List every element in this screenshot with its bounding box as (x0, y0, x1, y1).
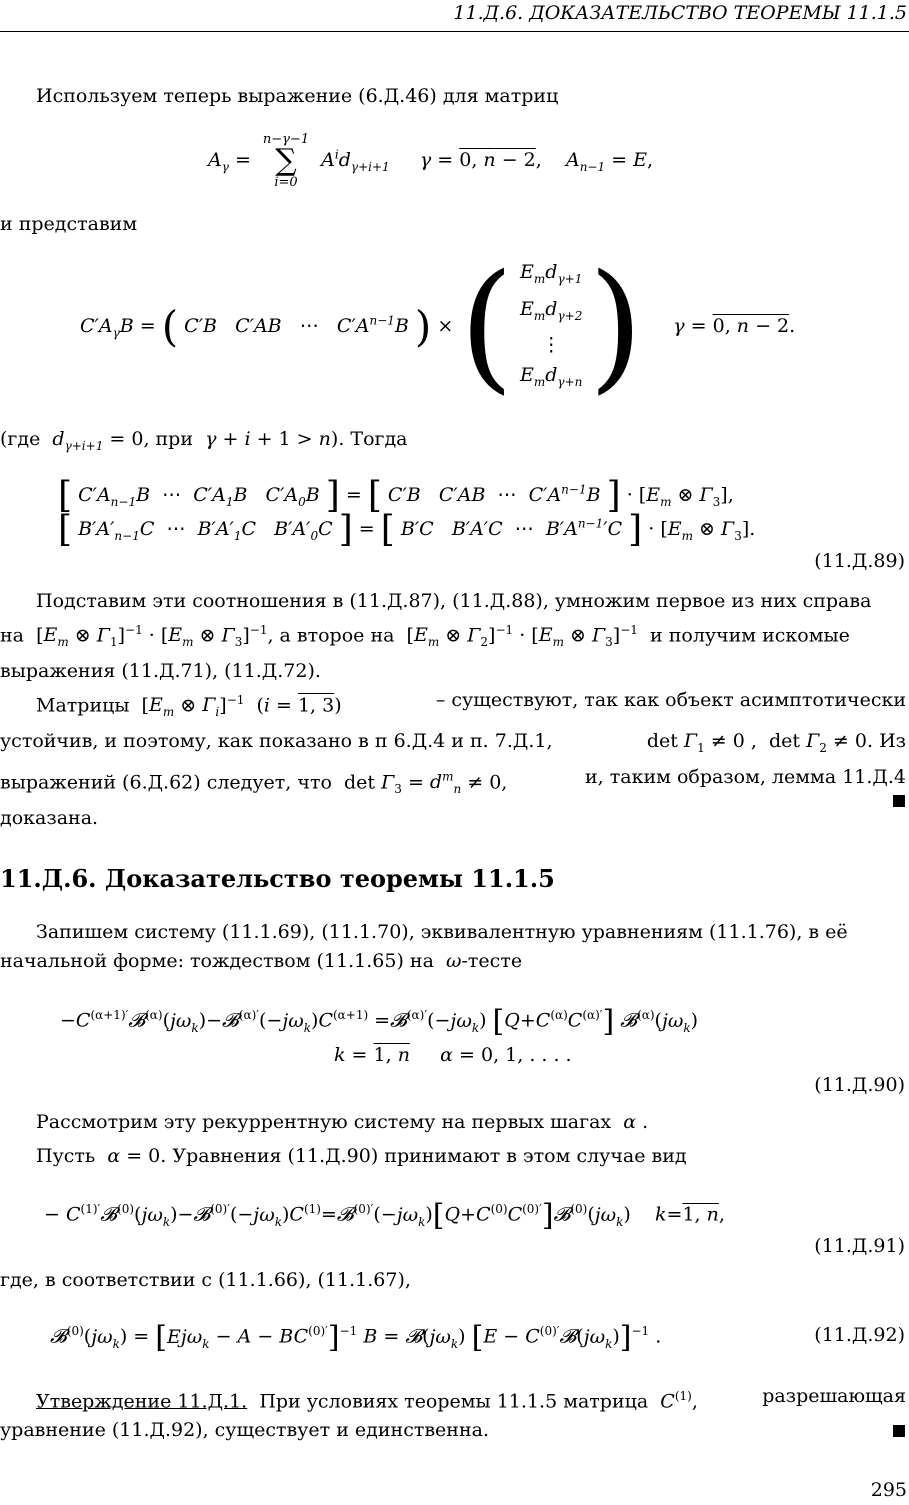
paragraph-let: Пусть α = 0. Уравнения (11.Д.90) принимают в этом случае вид (36, 1145, 687, 1167)
paragraph-consider: Рассмотрим эту рекуррентную систему на первых шагах α . (36, 1111, 649, 1133)
paragraph-matrices: Матрицы [$E_m$ ⊗ $\Gamma_i]^{-1}$ (i = 1, 3) – существуют, так как объект асимптотически устойчив, и поэтому, как показано в п 6.Д.4 и п. 7.Д.1, $\det \Gamma_1 \ne 0$ , $\det \Gamma_2 \ne 0$. Из выражений (6.Д.62) следует, что $\det \Gamma_3 = d^m_n \ne 0$, и, таким образом, лемма 11.Д.4 доказана. (0, 689, 906, 830)
qed-square (893, 795, 905, 807)
section-title: 11.Д.6. Доказательство теоремы 11.1.5 (0, 864, 555, 893)
statement-label: Утверждение 11.Д.1. (36, 1390, 248, 1413)
header-rule (0, 31, 909, 32)
equation-number-89: (11.Д.89) (814, 550, 905, 572)
equation-number-91: (11.Д.91) (814, 1235, 905, 1257)
paragraph-intro: Используем теперь выражение (6.Д.46) для матриц (36, 85, 559, 107)
equation-number-90: (11.Д.90) (814, 1074, 905, 1096)
equation-11-d-91: − $C^{(1)'}𝓑^{(0)}(j\omega_k)-𝓑^{(0)'}(-j\omega_k)C^{(1)}=𝓑^{(0)'}(-j\omega_k)[Q+C^{(0)}C^{(0)'}]𝓑^{(0)}(j\omega_k)$ k=1, n, (44, 1198, 725, 1233)
equation-11-d-89-line1: [ $C'A_{n-1}B$ ⋯ $C'A_1B$ $C'A_0B$ ] = [ C′B C′AB ⋯ $C'A^{n-1}B$ ] · [$E_m$ ⊗ $\Gamma_3$], (58, 475, 734, 516)
equation-number-92: (11.Д.92) (814, 1324, 905, 1346)
equation-11-d-90-line1: $-C^{(\alpha+1)'}𝓑^{(\alpha)}(j\omega_k)-𝓑^{(\alpha)'}(-j\omega_k)C^{(\alpha+1)}$ $=𝓑^{(\alpha)'}(-j\omega_k)$ $[Q+C^{(\alpha)}C^{(\alpha)'}]$ $𝓑^{(\alpha)}(j\omega_k)$ (60, 1004, 699, 1039)
paragraph-where: (где $d_{\gamma+i+1} = 0$, при γ + i + 1 > n). Тогда (0, 428, 408, 453)
equation-c-a-gamma-b: $C'A_\gamma B$ = ( C′B C′AB ⋯ $C'A^{n-1}B$ ) × ( $E_md_{\gamma+1}$ $E_md_{\gamma+2}$ ⋮ $E_md_{\gamma+n}$ ) γ = 0, n − 2. (80, 245, 796, 408)
paragraph-where-accordance: где, в соответствии с (11.1.66), (11.1.67), (0, 1269, 411, 1291)
equation-11-d-89-line2: [ $B'A'_{n-1}C$ ⋯ $B'A'_1C$ $B'A'_0C$ ] = [ B′C B′A′C ⋯ $B'A^{n-1}'C$ ] · [$E_m$ ⊗ $\Gamma_3$]. (58, 509, 756, 550)
paragraph-system: Запишем систему (11.1.69), (11.1.70), эквивалентную уравнениям (11.1.76), в её начальной форме: тождеством (11.1.65) на ω-тесте (0, 921, 848, 972)
equation-11-d-92: $𝓑^{(0)}(j\omega_k) = [Ej\omega_k - A - BC^{(0)'}]^{-1}$ $B = 𝓑(j\omega_k) [E$ − $C^{(0)'}𝓑(j\omega_k)]^{-1}$ . (50, 1320, 662, 1355)
page-number: 295 (870, 1479, 907, 1501)
running-header: 11.Д.6. ДОКАЗАТЕЛЬСТВО ТЕОРЕМЫ 11.1.5 (453, 2, 907, 24)
paragraph-represent: и представим (0, 213, 138, 235)
qed-square-2 (893, 1425, 905, 1437)
equation-11-d-90-line2: k = 1, n α = 0, 1, . . . . (334, 1044, 572, 1066)
equation-a-gamma: $A_\gamma$ = n−γ−1 ∑ i=0 $A^id_{\gamma+i+1}$ γ = 0, n − 2, $A_{n-1} = E$, (208, 132, 654, 190)
statement: Утверждение 11.Д.1. При условиях теоремы 11.1.5 матрица $C^{(1)}$, разрешающая уравнение (11.Д.92), существует и единственна. (0, 1385, 906, 1442)
paragraph-substitute: Подставим эти соотношения в (11.Д.87), (11.Д.88), умножим первое из них справа на [$E_m$ ⊗ $\Gamma_1]^{-1} \cdot [E_m$ ⊗ $\Gamma_3]^{-1}$, а второе на [$E_m$ ⊗ $\Gamma_2]^{-1} \cdot [E_m$ ⊗ $\Gamma_3]^{-1}$ и получим искомые выражения (11.Д.71), (11.Д.72). (0, 590, 872, 683)
